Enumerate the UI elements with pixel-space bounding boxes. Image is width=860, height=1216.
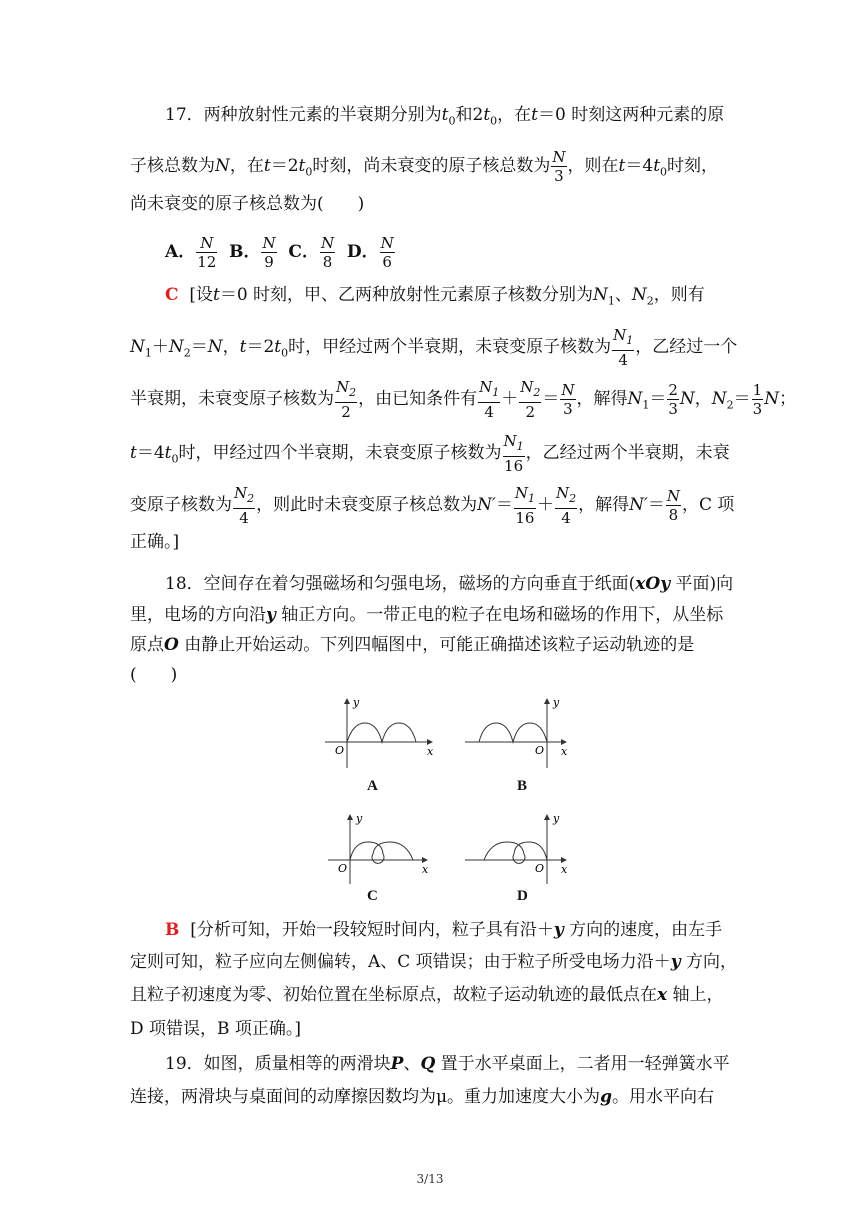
a17-line1: C [设t＝0 时刻，甲、乙两种放射性元素原子核数分别为$N_1$、$N_2$，则有	[165, 285, 705, 308]
q18-line1: 18．空间存在着匀强磁场和匀强电场，磁场的方向垂直于纸面(xOy 平面)向	[165, 574, 734, 594]
q17-options: A． $\frac{N}{12}$ B． $\frac{N}{9}$ C． $\frac{N}{8}$ D． $\frac{N}{6}$	[165, 234, 394, 271]
page-number: 3/13	[416, 1172, 444, 1186]
a18-line1: B [分析可知，开始一段较短时间内，粒子具有沿＋y 方向的速度，由左手	[165, 920, 723, 940]
figure-label-c: C	[367, 888, 378, 904]
x-axis-label: x	[561, 745, 568, 758]
a17-line2: $N_1+N_2=N$，$t=2t_0$时，甲经过两个半衰期，未衰变原子核数为 $\frac{N_1}{4}$ ，乙经过一个	[130, 326, 738, 369]
x-axis-label: x	[427, 745, 434, 758]
origin-label: O	[535, 862, 545, 875]
origin-label: O	[338, 862, 348, 875]
x-axis-label: x	[561, 863, 568, 876]
q18-line3: 原点O 由静止开始运动。下列四幅图中，可能正确描述该粒子运动轨迹的是	[130, 635, 695, 655]
y-axis-label: y	[553, 812, 560, 825]
figure-b	[465, 698, 575, 772]
origin-label: O	[335, 744, 345, 757]
figure-c	[328, 814, 438, 888]
fraction: $\frac{N}{3}$	[552, 148, 566, 185]
q19-line2: 连接，两滑块与桌面间的动摩擦因数均为μ。重力加速度大小为g。用水平向右	[130, 1087, 714, 1107]
y-axis-label: y	[553, 696, 560, 709]
q18-line4: ( )	[130, 665, 178, 685]
y-axis-label: y	[353, 696, 360, 709]
a17-line6: 正确。]	[130, 532, 180, 552]
a17-line3: 半衰期，未衰变原子核数为 $\frac{N_2}{2}$ ，由已知条件有 $\frac{N_1}{4}$ ＋ $\frac{N_2}{2}$ ＝ $\frac{N}{3}$ ，解得$N_1=$ $\frac{2}{3}$ N，$N_2=$ $\frac{1}{3}$ N；	[130, 378, 797, 421]
answer-letter: B	[165, 920, 180, 940]
q17-line1: 17．两种放射性元素的半衰期分别为$t_0$和$2t_0$，在t＝0 时刻这两种元素的原	[165, 105, 725, 128]
figure-a	[325, 698, 435, 772]
a18-line3: 且粒子初速度为零、初始位置在坐标原点，故粒子运动轨迹的最低点在x 轴上，	[130, 985, 724, 1005]
q17-line2: 子核总数为N，在$t=2t_0$时刻，尚未衰变的原子核总数为 $\frac{N}{3}$ ，则在$t=4t_0$时刻，	[130, 148, 719, 185]
q18-line2: 里，电场的方向沿y 轴正方向。一带正电的粒子在电场和磁场的作用下，从坐标	[130, 605, 724, 625]
x-axis-label: x	[422, 863, 429, 876]
answer-letter: C	[165, 285, 179, 305]
q19-line1: 19．如图，质量相等的两滑块P、Q 置于水平桌面上，二者用一轻弹簧水平	[165, 1054, 730, 1074]
a18-line4: D 项错误，B 项正确。]	[130, 1019, 302, 1039]
figure-d	[465, 814, 575, 888]
figure-label-d: D	[517, 888, 528, 904]
a18-line2: 定则可知，粒子应向左侧偏转，A、C 项错误；由于粒子所受电场力沿＋y 方向，	[130, 952, 737, 972]
figure-label-a: A	[367, 778, 378, 794]
a17-line4: $t=4t_0$时，甲经过四个半衰期，未衰变原子核数为 $\frac{N_1}{16}$ ，乙经过两个半衰期，未衰	[130, 432, 730, 475]
q17-line3: 尚未衰变的原子核总数为( )	[130, 194, 365, 214]
origin-label: O	[535, 744, 545, 757]
figure-label-b: B	[517, 778, 528, 794]
a17-line5: 变原子核数为 $\frac{N_2}{4}$ ，则此时未衰变原子核总数为N′＝ $\frac{N_1}{16}$ ＋ $\frac{N_2}{4}$ ，解得N′＝ $\frac{N}{8}$ ，C 项	[130, 484, 735, 527]
y-axis-label: y	[356, 812, 363, 825]
